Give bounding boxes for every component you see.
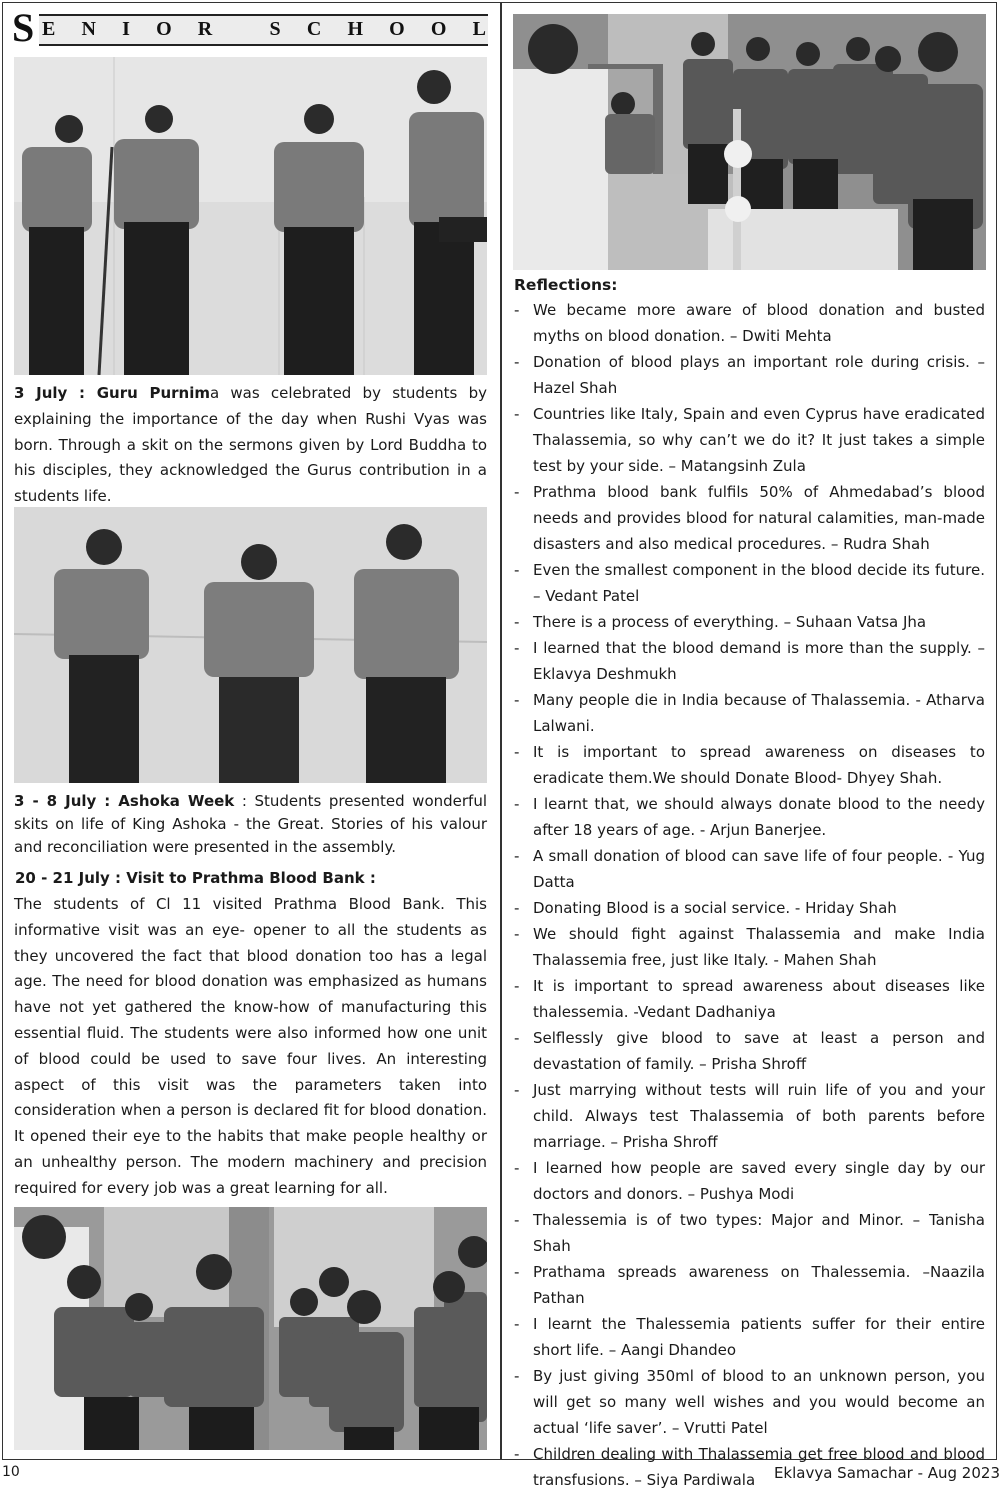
photo-ashoka-week bbox=[14, 507, 487, 783]
reflection-item bbox=[514, 401, 985, 479]
photo-guru-purnima-image bbox=[14, 57, 487, 375]
reflection-item bbox=[514, 635, 985, 687]
dash-bullet: - bbox=[514, 847, 520, 865]
header-letter: O bbox=[156, 18, 172, 40]
reflection-text: Just marrying without tests will ruin life of you and your child. Always test Thalassemia of both parents before marriage. – Prisha Shroff bbox=[533, 1081, 985, 1151]
header-initial: S bbox=[12, 5, 35, 50]
header-letter: N bbox=[81, 18, 96, 40]
photo-guru-purnima bbox=[14, 57, 487, 375]
reflection-item bbox=[514, 1311, 985, 1363]
photo-blood-bank-lab bbox=[513, 14, 986, 270]
dash-bullet: - bbox=[514, 925, 520, 943]
dash-bullet: - bbox=[514, 1445, 520, 1463]
reflection-item bbox=[514, 843, 985, 895]
reflection-text: It is important to spread awareness on diseases to eradicate them.We should Donate Blood- Dhyey Shah. bbox=[533, 743, 985, 787]
header-letter: R bbox=[197, 18, 213, 40]
header-space bbox=[238, 18, 243, 40]
reflections-title: Reflections: bbox=[514, 276, 618, 294]
photo-blood-bank-lobby-image bbox=[14, 1207, 487, 1450]
dash-bullet: - bbox=[514, 561, 520, 579]
photo-ashoka-week-image bbox=[14, 507, 487, 783]
page-number: 10 bbox=[2, 1464, 20, 1480]
reflection-item bbox=[514, 1077, 985, 1155]
reflection-text: A small donation of blood can save life of four people. - Yug Datta bbox=[533, 847, 985, 891]
dash-bullet: - bbox=[514, 977, 520, 995]
reflection-text: Even the smallest component in the blood decide its future. – Vedant Patel bbox=[533, 561, 985, 605]
reflection-text: We became more aware of blood donation and busted myths on blood donation. – Dwiti Mehta bbox=[533, 301, 985, 345]
guru-purnima-date: 3 July : Guru Purnim bbox=[14, 384, 210, 402]
dash-bullet: - bbox=[514, 405, 520, 423]
guru-purnima-paragraph bbox=[14, 381, 487, 510]
reflection-item bbox=[514, 921, 985, 973]
blood-bank-heading: 20 - 21 July : Visit to Prathma Blood Bank : bbox=[15, 869, 376, 887]
section-header bbox=[12, 5, 488, 50]
header-letter: O bbox=[389, 18, 405, 40]
dash-bullet: - bbox=[514, 353, 520, 371]
dash-bullet: - bbox=[514, 1211, 520, 1229]
reflections-list bbox=[514, 297, 985, 1493]
reflection-text: I learned that the blood demand is more than the supply. – Eklavya Deshmukh bbox=[533, 639, 985, 683]
ashoka-week-body: : Students presented wonderful skits on life of King Ashoka - the Great. Stories of his valour and reconciliation were presented in the assembly. bbox=[14, 792, 488, 856]
reflection-text: I learned how people are saved every single day by our doctors and donors. – Pushya Modi bbox=[533, 1159, 985, 1203]
reflection-text: Donating Blood is a social service. - Hriday Shah bbox=[533, 899, 897, 917]
dash-bullet: - bbox=[514, 1029, 520, 1047]
photo-blood-bank-lab-image bbox=[513, 14, 986, 270]
publication-name: Eklavya Samachar - Aug 2023 bbox=[773, 1464, 1000, 1482]
reflection-item bbox=[514, 297, 985, 349]
dash-bullet: - bbox=[514, 639, 520, 657]
ashoka-week-paragraph bbox=[14, 790, 487, 859]
reflection-item bbox=[514, 479, 985, 557]
reflection-item bbox=[514, 1259, 985, 1311]
reflection-text: I learnt that, we should always donate blood to the needy after 18 years of age. - Arjun Banerjee. bbox=[533, 795, 985, 839]
header-letters bbox=[42, 18, 486, 40]
reflection-text: Countries like Italy, Spain and even Cyprus have eradicated Thalassemia, so why can’t we do it? It just takes a simple test by your side. – Matangsinh Zula bbox=[533, 405, 985, 475]
header-letter: H bbox=[347, 18, 363, 40]
dash-bullet: - bbox=[514, 1159, 520, 1177]
reflection-item bbox=[514, 687, 985, 739]
header-letter: C bbox=[306, 18, 322, 40]
dash-bullet: - bbox=[514, 795, 520, 813]
reflection-text: Donation of blood plays an important role during crisis. – Hazel Shah bbox=[533, 353, 985, 397]
reflections-section bbox=[514, 273, 985, 1493]
dash-bullet: - bbox=[514, 483, 520, 501]
reflection-text: There is a process of everything. – Suhaan Vatsa Jha bbox=[533, 613, 927, 631]
dash-bullet: - bbox=[514, 1263, 520, 1281]
dash-bullet: - bbox=[514, 1367, 520, 1385]
dash-bullet: - bbox=[514, 691, 520, 709]
dash-bullet: - bbox=[514, 899, 520, 917]
reflection-item bbox=[514, 1155, 985, 1207]
reflection-item bbox=[514, 739, 985, 791]
photo-blood-bank-lobby bbox=[14, 1207, 487, 1450]
reflection-text: I learnt the Thalessemia patients suffer for their entire short life. – Aangi Dhandeo bbox=[533, 1315, 985, 1359]
reflection-item bbox=[514, 557, 985, 609]
header-letter: I bbox=[122, 18, 130, 40]
reflection-text: By just giving 350ml of blood to an unknown person, you will get so many well wishes and you would become an actual ‘life saver’. – Vrutti Patel bbox=[533, 1367, 985, 1437]
reflection-text: Prathma blood bank fulfils 50% of Ahmedabad’s blood needs and provides blood for natural calamities, man-made disasters and also medical procedures. – Rudra Shah bbox=[533, 483, 985, 553]
header-letter: L bbox=[472, 18, 486, 40]
dash-bullet: - bbox=[514, 743, 520, 761]
reflection-item bbox=[514, 895, 985, 921]
guru-purnima-body: a was celebrated by students by explaining the importance of the day when Rushi Vyas was born. Through a skit on the sermons given by Lord Buddha to his disciples, they acknowledged the Gurus contribution in a students life. bbox=[14, 384, 487, 506]
reflection-item bbox=[514, 609, 985, 635]
header-letter: O bbox=[430, 18, 447, 40]
reflection-item bbox=[514, 1025, 985, 1077]
reflection-text: Selflessly give blood to save at least a person and devastation of family. – Prisha Shroff bbox=[533, 1029, 985, 1073]
reflection-item bbox=[514, 1207, 985, 1259]
reflection-text: Prathama spreads awareness on Thalessemia. –Naazila Pathan bbox=[533, 1263, 985, 1307]
header-letter: E bbox=[42, 18, 56, 40]
dash-bullet: - bbox=[514, 301, 520, 319]
reflection-item bbox=[514, 1363, 985, 1441]
header-letter: S bbox=[269, 18, 281, 40]
dash-bullet: - bbox=[514, 1081, 520, 1099]
reflection-item bbox=[514, 791, 985, 843]
reflection-item bbox=[514, 349, 985, 401]
reflection-text: Thalessemia is of two types: Major and Minor. – Tanisha Shah bbox=[533, 1211, 985, 1255]
ashoka-week-date: 3 - 8 July : Ashoka Week bbox=[14, 792, 235, 810]
dash-bullet: - bbox=[514, 1315, 520, 1333]
reflection-text: Many people die in India because of Thalassemia. - Atharva Lalwani. bbox=[533, 691, 985, 735]
column-divider bbox=[500, 2, 502, 1460]
reflection-text: Children dealing with Thalassemia get free blood and blood transfusions. – Siya Pardiwala bbox=[533, 1445, 985, 1489]
reflection-text: We should fight against Thalassemia and make India Thalassemia free, just like Italy. - Mahen Shah bbox=[533, 925, 985, 969]
reflection-item bbox=[514, 973, 985, 1025]
blood-bank-paragraph: The students of Cl 11 visited Prathma Blood Bank. This informative visit was an eye- opener to all the students as they uncovered the fact that blood donation too has a legal age. The need for blood donation was emphasized as humans have not yet gathered the know-how of manufacturing this essential fluid. The students were also informed how one unit of blood could be used to save four lives. An interesting aspect of this visit was the parameters taken into consideration when a person is declared fit for blood donation. It opened their eye to the habits that make people healthy or an unhealthy person. The modern machinery and precision required for every job was a great learning for all. bbox=[14, 895, 487, 1197]
reflection-text: It is important to spread awareness about diseases like thalessemia. -Vedant Dadhaniya bbox=[533, 977, 985, 1021]
dash-bullet: - bbox=[514, 613, 520, 631]
